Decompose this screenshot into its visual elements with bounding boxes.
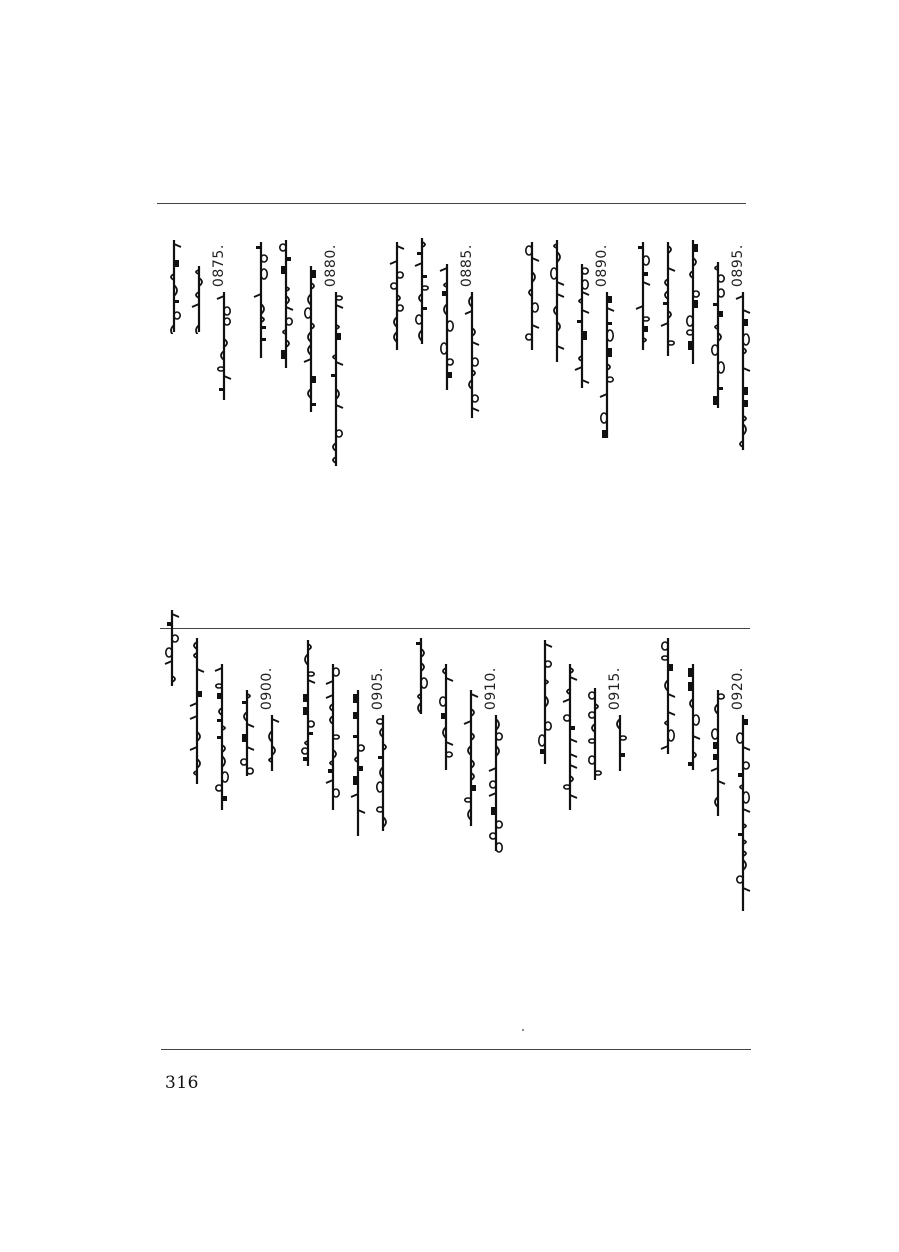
mongolian-script-line bbox=[585, 686, 603, 782]
mongolian-script-line bbox=[572, 262, 590, 390]
entry-number: 0880. bbox=[323, 244, 339, 288]
mongolian-script-line bbox=[535, 638, 553, 766]
mongolian-script-line bbox=[658, 636, 676, 756]
entry-number: 0875. bbox=[211, 244, 227, 288]
stray-mark bbox=[522, 1029, 524, 1031]
mongolian-script-line bbox=[237, 688, 255, 778]
page-number: 316 bbox=[165, 1073, 199, 1093]
mongolian-script-line bbox=[189, 264, 207, 334]
mongolian-script-line bbox=[733, 290, 751, 452]
entry-number: 0915. bbox=[607, 667, 623, 711]
mongolian-script-line bbox=[486, 713, 504, 853]
mongolian-script-line bbox=[301, 264, 319, 414]
mongolian-script-line bbox=[411, 636, 429, 716]
mongolian-script-line bbox=[547, 238, 565, 364]
mongolian-script-line bbox=[610, 713, 628, 773]
mongolian-script-line bbox=[560, 662, 578, 812]
mongolian-script-line bbox=[214, 290, 232, 402]
entry-number: 0905. bbox=[370, 667, 386, 711]
mongolian-script-line bbox=[212, 662, 230, 812]
mongolian-script-line bbox=[597, 290, 615, 440]
mongolian-script-line bbox=[436, 662, 454, 772]
entry-number: 0900. bbox=[259, 667, 275, 711]
entry-number: 0920. bbox=[730, 667, 746, 711]
mongolian-script-line bbox=[522, 240, 540, 352]
mongolian-script-line bbox=[323, 662, 341, 812]
mongolian-script-line bbox=[387, 240, 405, 352]
middle-rule bbox=[160, 628, 750, 629]
mongolian-script-line bbox=[373, 713, 391, 833]
mongolian-script-line bbox=[326, 290, 344, 468]
mongolian-script-line bbox=[683, 662, 701, 772]
mongolian-script-line bbox=[162, 608, 180, 688]
mongolian-script-line bbox=[633, 240, 651, 352]
entry-number: 0910. bbox=[483, 667, 499, 711]
mongolian-script-line bbox=[461, 688, 479, 828]
mongolian-script-line bbox=[462, 290, 480, 420]
mongolian-script-line bbox=[437, 262, 455, 392]
mongolian-script-line bbox=[262, 713, 280, 773]
top-rule bbox=[157, 203, 746, 204]
entry-number: 0895. bbox=[730, 244, 746, 288]
mongolian-script-line bbox=[164, 238, 182, 334]
mongolian-script-line bbox=[298, 638, 316, 768]
mongolian-script-line bbox=[658, 240, 676, 358]
mongolian-script-line bbox=[251, 240, 269, 360]
entry-number: 0885. bbox=[459, 244, 475, 288]
bottom-rule bbox=[161, 1049, 751, 1050]
entry-number: 0890. bbox=[594, 244, 610, 288]
mongolian-script-line bbox=[733, 713, 751, 913]
mongolian-script-line bbox=[276, 238, 294, 370]
mongolian-script-line bbox=[348, 688, 366, 838]
mongolian-script-line bbox=[412, 236, 430, 346]
mongolian-script-line bbox=[683, 238, 701, 366]
mongolian-script-line bbox=[708, 688, 726, 818]
mongolian-script-line bbox=[187, 636, 205, 786]
mongolian-script-line bbox=[708, 260, 726, 410]
